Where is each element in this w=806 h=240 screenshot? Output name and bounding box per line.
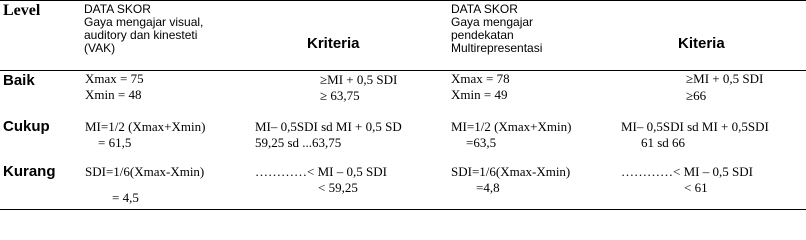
row-cukup-c4-line1: MI– 0,5SDI sd MI + 0,5SDI	[621, 119, 769, 134]
header-data-skor-vak	[84, 3, 203, 55]
row-cukup-c2-line1: MI– 0,5SDI sd MI + 0,5 SD	[255, 119, 402, 134]
header-multirep-line-3: Multirepresentasi	[451, 41, 543, 55]
row-baik-c1-line2: Xmin = 48	[85, 87, 142, 102]
header-data-skor-multirep	[451, 3, 542, 55]
row-kurang-level: Kurang	[3, 163, 56, 180]
header-kriteria: Kriteria	[307, 35, 360, 52]
header-vak-title: DATA SKOR	[84, 2, 151, 16]
header-vak-line-3: (VAK)	[84, 41, 116, 55]
row-cukup-c4-line2: 61 sd 66	[641, 135, 686, 150]
header-level: Level	[3, 2, 41, 19]
row-kurang-c1-line1: SDI=1/6(Xmax-Xmin)	[85, 164, 205, 179]
row-baik-c2-line2: ≥ 63,75	[320, 88, 360, 103]
top-rule	[0, 0, 806, 1]
header-vak-line-2: auditory dan kinesteti	[84, 28, 198, 42]
row-kurang-c2-line2: < 59,25	[318, 180, 358, 195]
row-kurang-c3-line1: SDI=1/6(Xmax-Xmin)	[451, 164, 571, 179]
row-cukup-c3-line1: MI=1/2 (Xmax+Xmin)	[451, 119, 572, 134]
row-baik-c2-line1: ≥MI + 0,5 SDI	[320, 72, 398, 87]
row-baik-c3-line2: Xmin = 49	[451, 87, 508, 102]
row-cukup-c1-line1: MI=1/2 (Xmax+Xmin)	[85, 119, 206, 134]
bottom-rule	[0, 209, 806, 210]
row-kurang-c3-line2: =4,8	[476, 180, 500, 195]
row-baik-c3-line1: Xmax = 78	[451, 71, 510, 86]
header-multirep-line-1: Gaya mengajar	[451, 15, 534, 29]
header-kiteria: Kiteria	[678, 35, 725, 52]
row-cukup-level: Cukup	[3, 118, 50, 135]
header-multirep-line-2: pendekatan	[451, 28, 514, 42]
header-multirep-title: DATA SKOR	[451, 2, 518, 16]
row-kurang-c4-line2: < 61	[684, 180, 708, 195]
row-kurang-c1-line2: = 4,5	[112, 190, 139, 205]
row-cukup-c2-line2: 59,25 sd ...63,75	[255, 135, 342, 150]
row-baik-c4-line2: ≥66	[686, 88, 707, 103]
row-baik-level: Baik	[3, 72, 35, 89]
row-kurang-c4-line1: …………< MI – 0,5 SDI	[621, 164, 753, 179]
row-cukup-c3-line2: =63,5	[466, 135, 497, 150]
row-kurang-c2-line1: …………< MI – 0,5 SDI	[255, 164, 387, 179]
row-cukup-c1-line2: = 61,5	[98, 135, 132, 150]
row-baik-c1-line1: Xmax = 75	[85, 71, 144, 86]
header-vak-line-1: Gaya mengajar visual,	[84, 15, 204, 29]
row-baik-c4-line1: ≥MI + 0,5 SDI	[686, 71, 764, 86]
